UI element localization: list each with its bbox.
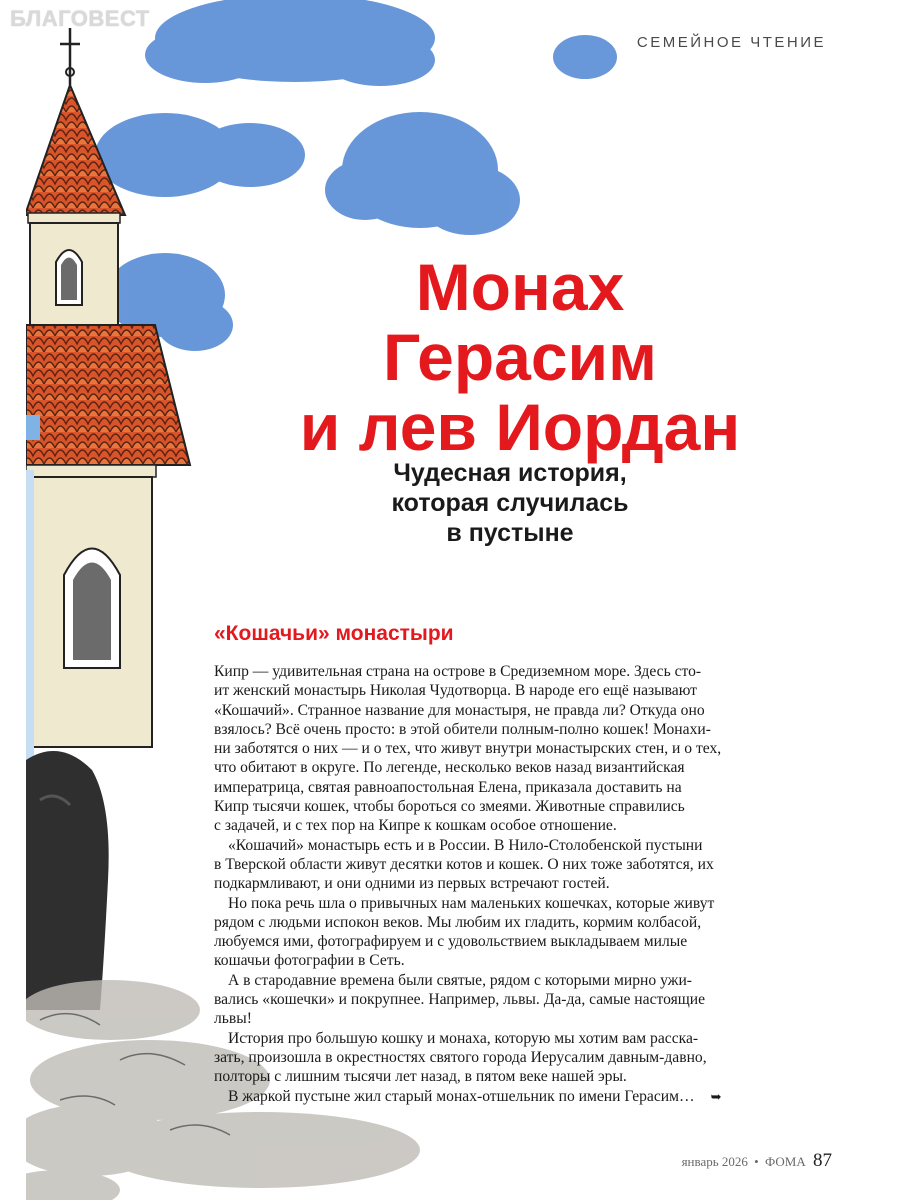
body-line — [214, 1048, 834, 1067]
body-line-text: Кипр — удивительная страна на острове в Средиземном море. Здесь сто- — [214, 663, 702, 680]
body-line — [214, 778, 834, 797]
body-line-text: В жаркой пустыне жил старый монах-отшельник по имени Герасим… — [228, 1087, 695, 1105]
monk-figure — [26, 751, 109, 1010]
body-line-text: История про большую кошку и монаха, которую мы хотим вам расска- — [228, 1029, 699, 1047]
body-line — [214, 951, 834, 970]
body-line-text: ит женский монастырь Николая Чудотворца. В народе его ещё называют — [214, 682, 697, 700]
body-line-text: Кипр тысячи кошек, чтобы бороться со змеями. Животные справились — [214, 798, 685, 816]
section-tag: СЕМЕЙНОЕ ЧТЕНИЕ — [636, 34, 826, 51]
body-line — [214, 720, 834, 739]
body-line-text: вались «кошечки» и покрупнее. Например, львы. Да-да, самые настоящие — [214, 991, 706, 1009]
body-line-text: Но пока речь шла о привычных нам маленьких кошечках, которые живут — [228, 894, 715, 912]
body-line-text: подкармливают, и они одними из первых встречают гостей. — [214, 875, 610, 893]
body-line-text: в Тверской области живут десятки котов и кошек. О них тоже заботятся, их — [214, 855, 714, 873]
body-line — [214, 836, 834, 855]
subtitle-line: которая случилась — [391, 489, 629, 517]
body-line-text: А в стародавние времена были святые, рядом с которыми мирно ужи- — [228, 971, 692, 989]
body-line-text: взялось? Всё очень просто: в этой обители полным-полно кошек! Монахи- — [214, 720, 711, 738]
body-line — [214, 701, 834, 720]
body-line-text: зать, произошла в окрестностях святого города Иерусалим давным-давно, — [214, 1048, 707, 1066]
page-margin — [0, 0, 26, 1200]
body-line-text: рядом с людьми испокон веков. Мы любим их гладить, кормим колбасой, — [214, 913, 702, 931]
body-line-text: кошачьи фотографии в Сеть. — [214, 952, 405, 970]
watermark: БЛАГОВЕСТ — [10, 6, 150, 31]
title-line: и лев Иордан — [299, 390, 741, 464]
body-line — [214, 894, 834, 913]
footer-separator: • — [754, 1154, 759, 1169]
body-line — [214, 971, 834, 990]
title-line: Монах — [415, 250, 625, 324]
body-line — [214, 662, 834, 681]
body-line — [214, 681, 834, 700]
body-line-text: «Кошачий» монастырь есть и в России. В Нило-Столобенской пустыни — [228, 836, 703, 854]
body-line — [214, 816, 834, 835]
subtitle-line: Чудесная история, — [393, 459, 627, 487]
church-wall — [26, 465, 156, 747]
issue-date: январь 2026 — [681, 1154, 748, 1169]
body-line — [214, 932, 834, 951]
body-line — [214, 1067, 834, 1086]
magazine-name: ФОМА — [764, 1154, 806, 1169]
body-line — [214, 990, 834, 1009]
end-arrow-icon: ➥ — [710, 1088, 722, 1104]
body-line-text: ни заботятся о них — и о тех, что живут внутри монастырских стен, и о тех, — [214, 740, 722, 758]
title-line: Герасим — [383, 320, 657, 394]
body-line — [214, 758, 834, 777]
section-heading: «Кошачьи» монастыри — [214, 622, 454, 645]
article-subtitle — [300, 458, 720, 548]
body-line — [214, 797, 834, 816]
lower-roof — [26, 325, 190, 465]
body-line — [214, 913, 834, 932]
body-line-text: львы! — [214, 1010, 252, 1028]
body-line-text: полторы с лишним тысячи лет назад, в пятом веке нашей эры. — [214, 1068, 627, 1086]
article-body — [214, 662, 834, 1106]
article-title — [220, 252, 820, 462]
body-line — [214, 1009, 834, 1028]
body-line-text: императрица, святая равноапостольная Елена, приказала доставить на — [214, 778, 682, 796]
bell-tower — [25, 28, 125, 328]
body-line — [214, 1029, 834, 1048]
body-line — [214, 855, 834, 874]
page-number: 87 — [813, 1150, 832, 1171]
body-line-text: любуемся ими, фотографируем и с удовольствием выкладываем милые — [214, 933, 688, 951]
body-line — [214, 874, 834, 893]
body-line-text: «Кошачий». Странное название для монастыря, не правда ли? Откуда оно — [214, 701, 705, 719]
body-line-text: с задачей, и с тех пор на Кипре к кошкам особое отношение. — [214, 817, 617, 835]
body-line — [214, 1087, 834, 1106]
page-footer — [682, 1150, 832, 1172]
body-line-text: что обитают в округе. По легенде, несколько веков назад византийская — [214, 759, 685, 777]
subtitle-line: в пустыне — [446, 519, 574, 547]
body-line — [214, 739, 834, 758]
